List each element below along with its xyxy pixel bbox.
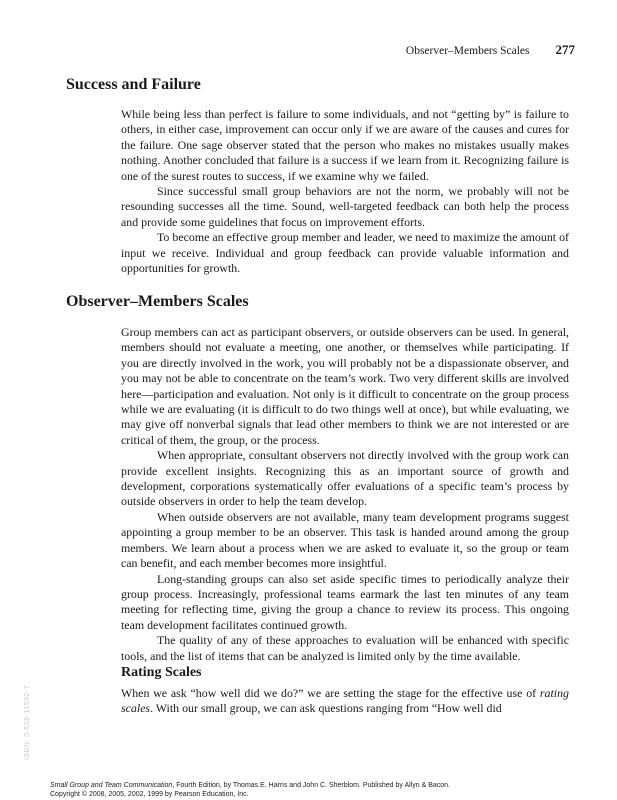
footer-copyright: Copyright © 2008, 2005, 2002, 1999 by Pearson Education, Inc.	[50, 791, 249, 798]
section-heading-observer-members: Observer–Members Scales	[66, 293, 249, 310]
paragraph: When appropriate, consultant observers not directly involved with the group work can provide excellent insights. Recognizing this as an important source of growth and development, corporations systematically offer evaluations of a specific team’s process by outside observers in order to help the team develop.	[121, 448, 569, 509]
paragraph: To become an effective group member and leader, we need to maximize the amount of input we receive. Individual and group feedback can provide valuable information and opportunities for growth.	[121, 230, 569, 276]
page-number: 277	[555, 42, 575, 57]
section-heading-success-failure: Success and Failure	[66, 76, 201, 93]
paragraph: The quality of any of these approaches to evaluation will be enhanced with specific tools, and the list of items that can be analyzed is limited only by the time available.	[121, 633, 569, 663]
section-body-observer-members	[121, 325, 569, 664]
paragraph: Group members can act as participant observers, or outside observers can be used. In general, members should not evaluate a meeting, one another, or themselves while participating. If you are directly involved in the work, you will probably not be a dispassionate observer, and you may not be able to concentrate on the team’s work. Two very different skills are involved here—participation and evaluation. Not only is it difficult to concentrate on the group process while we are evaluating (it is difficult to do two things well at once), but while evaluating, we may give off nonverbal signals that lead other members to think we are not interested or are critical of them, the group, or the process.	[121, 325, 569, 447]
footer-book-title: Small Group and Team Communication	[50, 782, 173, 789]
paragraph	[121, 686, 569, 717]
page-footer	[50, 781, 450, 799]
paragraph: Since successful small group behaviors are not the norm, we probably will not be resounding successes all the time. Sound, well-targeted feedback can both help the process and provide some guidelines that focus on improvement efforts.	[121, 184, 569, 229]
paragraph: While being less than perfect is failure to some individuals, and not “getting by” is failure to others, in either case, improvement can occur only if we are aware of the causes and cures for the failure. One sage observer stated that the person who makes no mistakes usually makes nothing. Another concluded that failure is a success if we learn from it. Recognizing failure is one of the surest routes to success, if we examine why we failed.	[121, 107, 569, 183]
running-title: Observer–Members Scales	[405, 45, 530, 57]
emphasis-rating-scales: rating scales	[121, 686, 569, 716]
running-head	[406, 42, 575, 58]
paragraph: Long-standing groups can also set aside specific times to periodically analyze their group process. Increasingly, professional teams earmark the last ten minutes of any team meeting for reflecting time, giving the group a chance to review its process. This ongoing team development facilitates continued growth.	[121, 571, 569, 632]
isbn-side-note: ISBN: 0-558-11592-7	[24, 684, 31, 760]
subsection-body-rating-scales	[121, 686, 569, 717]
section-body-success-failure	[121, 107, 569, 276]
footer-credit-line	[50, 781, 450, 790]
footer-credit: , Fourth Edition, by Thomas E. Harris and John C. Sherblom. Published by Allyn & Bacon.	[172, 782, 450, 789]
paragraph-text-end: . With our small group, we can ask questions ranging from “How well did	[150, 701, 502, 716]
paragraph: When outside observers are not available, many team development programs suggest appointing a group member to be an observer. This task is handed around among the group members. We learn about a process when we are asked to evaluate it, so the group or team can benefit, and each member becomes more insightful.	[121, 509, 569, 571]
subsection-heading-rating-scales: Rating Scales	[121, 665, 202, 680]
paragraph-text-start: When we ask “how well did we do?” we are setting the stage for the effective use of	[121, 686, 540, 700]
